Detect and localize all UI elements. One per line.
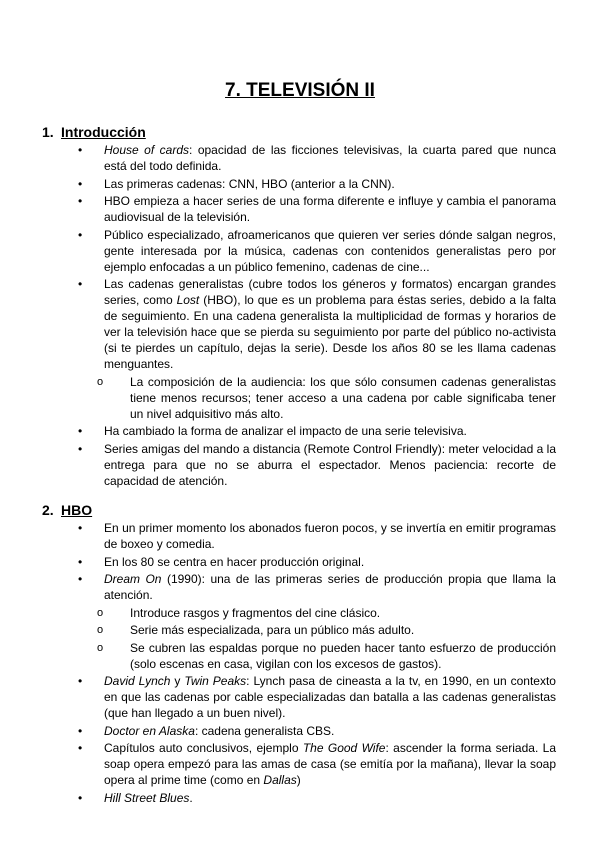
item-text: Series amigas del mando a distancia (Remote Control Friendly): meter velocidad a la entrega para que no se aburra el espectador. Menos paciencia: recorte de capacidad de atención.: [104, 441, 556, 488]
item-text: Público especializado, afroamericanos que quieren ver series dónde salgan negros, gente interesada por la música, cadenas con contenidos generalistas pero por ejemplo enfocadas a un público femenino, cadenas de cine...: [104, 227, 556, 274]
item-text: (1990): una de las primeras series de producción propia que llama la atención.: [104, 572, 556, 602]
sub-bullet-marker: o: [97, 606, 104, 619]
list-item: [0, 176, 556, 192]
bullet-marker: •: [78, 521, 83, 535]
section-number: 1.: [42, 124, 54, 140]
section-number: 2.: [42, 502, 54, 518]
list-item: [0, 193, 556, 225]
item-text: En los 80 se centra en hacer producción original.: [104, 554, 365, 569]
item-text: : ascender la forma seriada. La soap opera empezó para las amas de casa (se emitía por la mañana), llevar la soap opera al prime time (como en: [104, 741, 556, 787]
bullet-marker: •: [78, 277, 83, 291]
show-title: Doctor en Alaska: [104, 723, 195, 738]
sub-bullet-marker: o: [97, 641, 104, 654]
item-text: HBO empieza a hacer series de una forma diferente e influye y cambia el panorama audiovisual de la televisión.: [104, 194, 556, 224]
bullet-marker: •: [78, 741, 83, 755]
bullet-marker: •: [78, 790, 83, 805]
list-item: [0, 227, 556, 275]
item-text: Introduce rasgos y fragmentos del cine clásico.: [130, 605, 381, 620]
sub-list-item: [0, 374, 556, 422]
list-item: [0, 142, 556, 174]
item-text: Ha cambiado la forma de analizar el impacto de una serie televisiva.: [104, 424, 467, 438]
sub-list-item: [0, 640, 556, 672]
section-heading-introduccion: [42, 124, 146, 140]
item-text: .: [189, 790, 193, 805]
item-text: : cadena generalista CBS.: [194, 723, 335, 738]
item-text: Se cubren las espaldas porque no pueden hacer tanto esfuerzo de producción (solo escenas en casa, vigilan con los excesos de gastos).: [130, 640, 556, 671]
bullet-marker: •: [78, 554, 83, 569]
item-text: (HBO), lo que es un problema para éstas series, debido a la falta de seguimiento. En una cadena generalista la multiplicidad de formas y horarios de ver la televisión hace que se pierda su seguimiento por parte del público no-activista (si te pierdes un capítulo, dejas la serie). Desde los años 80 se les llama cadenas menguantes.: [104, 293, 557, 371]
show-title: House of cards: [104, 143, 189, 157]
sub-list-item: [0, 622, 556, 638]
list-item: [0, 520, 556, 552]
item-text: La composición de la audiencia: los que sólo consumen cadenas generalistas tiene menos recursos; tener acceso a una cadena por cable significaba tener un nivel adquisitivo más alto.: [130, 374, 556, 421]
item-text: Capítulos auto conclusivos, ejemplo: [104, 741, 303, 755]
item-text: : Lynch pasa de cineasta a la tv, en 1990, en un contexto en que las cadenas por cable especializadas dan batalla a las cadenas generalistas (que han llegado a un buen nivel).: [104, 674, 556, 720]
item-text: Serie más especializada, para un público más adulto.: [130, 623, 415, 637]
bullet-marker: •: [78, 572, 83, 586]
page-title: 7. TELEVISIÓN II: [225, 80, 375, 101]
bullet-marker: •: [78, 227, 83, 242]
item-text: Las primeras cadenas: CNN, HBO (anterior a la CNN).: [104, 176, 395, 191]
list-item: [0, 790, 556, 806]
sub-bullet-marker: o: [97, 375, 104, 388]
bullet-marker: •: [78, 176, 83, 191]
show-title: The Good Wife: [302, 741, 386, 755]
list-item: [0, 276, 556, 372]
show-title: Twin Peaks: [184, 674, 247, 688]
item-text: : opacidad de las ficciones televisivas, la cuarta pared que nunca está del todo definida.: [104, 143, 556, 173]
list-item: [0, 571, 556, 603]
section-2-list: [0, 520, 600, 807]
bullet-marker: •: [78, 424, 83, 438]
sub-list-item: [0, 605, 556, 621]
bullet-marker: •: [78, 723, 83, 738]
bullet-marker: •: [78, 194, 83, 208]
bullet-marker: •: [78, 143, 83, 157]
sub-bullet-marker: o: [97, 624, 104, 636]
list-item: [0, 441, 556, 489]
section-title: HBO: [61, 502, 93, 518]
list-item: [0, 740, 556, 788]
section-title: Introducción: [61, 124, 146, 140]
show-title: Dream On: [104, 572, 162, 586]
list-item: [0, 554, 556, 570]
bullet-marker: •: [78, 674, 83, 688]
list-item: [0, 423, 556, 439]
show-title: Hill Street Blues: [104, 790, 190, 805]
section-heading-hbo: [42, 502, 92, 518]
item-text: ): [296, 773, 301, 787]
section-1-list: [0, 142, 600, 490]
list-item: [0, 723, 556, 739]
show-title: Lost: [176, 293, 200, 307]
list-item: [0, 673, 556, 721]
item-text: En un primer momento los abonados fueron pocos, y se invertía en emitir programas de boxeo y comedia.: [104, 521, 556, 551]
item-text: y: [170, 674, 185, 688]
person-name: David Lynch: [104, 674, 171, 688]
item-text: Las cadenas generalistas (cubre todos los géneros y formatos) encargan grandes series, como: [104, 277, 556, 307]
show-title: Dallas: [263, 773, 297, 787]
bullet-marker: •: [78, 441, 83, 456]
